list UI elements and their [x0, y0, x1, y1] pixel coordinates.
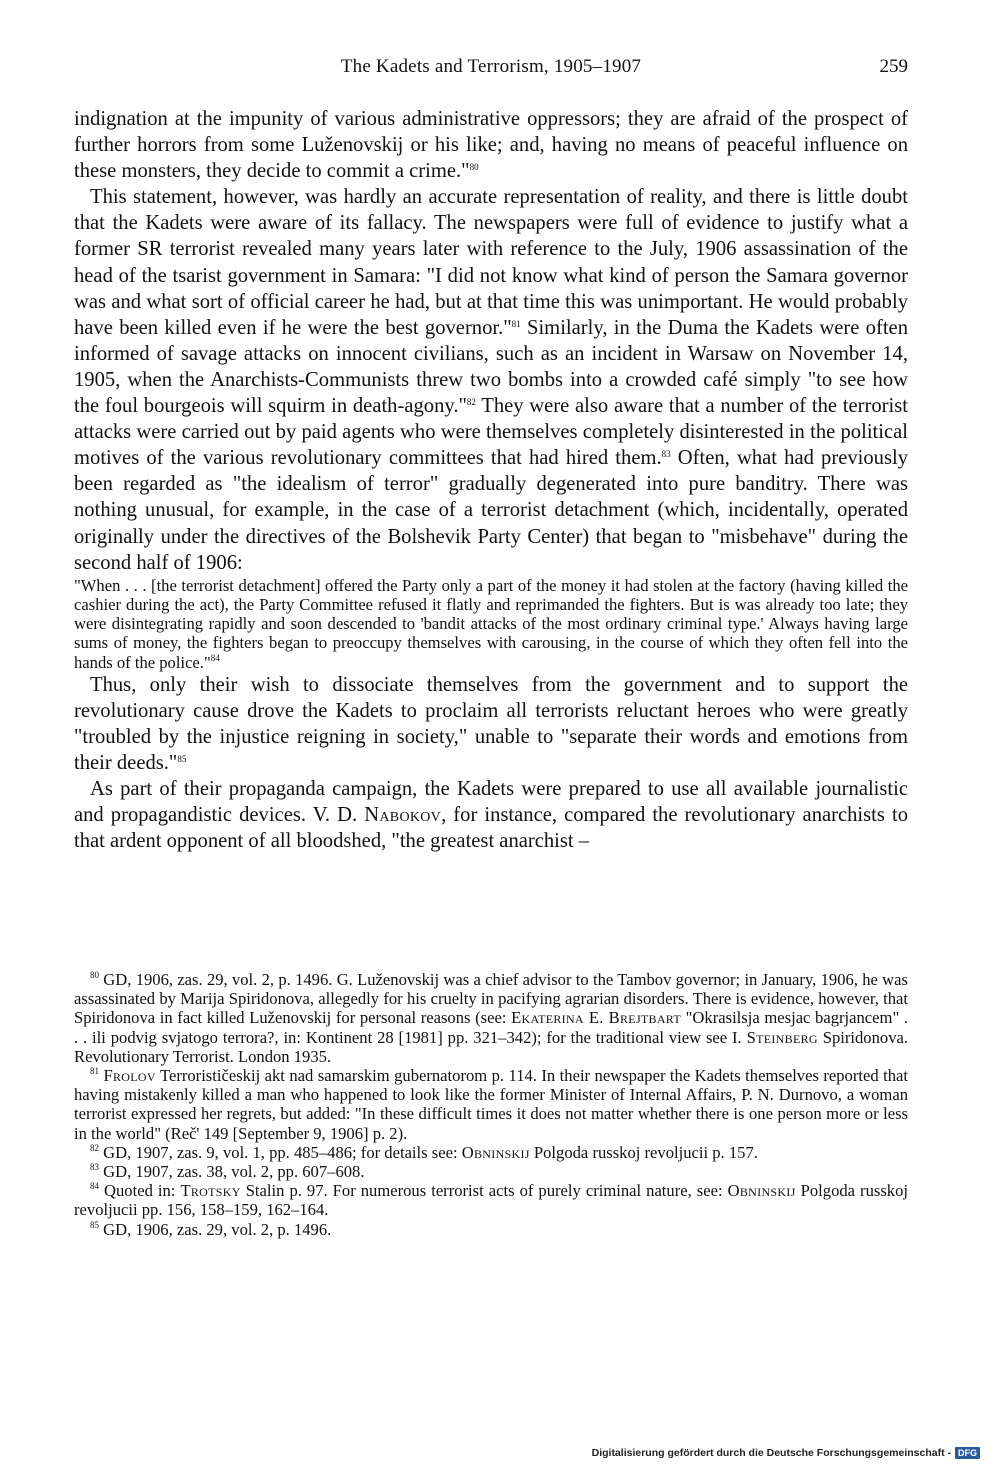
footnote: $^{81}$ Frolov Terrorističeskij akt nad samarskim gubernatorom p. 114. In their newspaper the Kadets themselves reported that having mistakenly killed a man who happened to look like the former Minister of Internal Affairs, P. N. Durnovo, a woman terrorist expressed her regrets, but added: "In these difficult times it does not matter whether there is one person more or less in the world" (Reč' 149 [September 9, 1906] p. 2). [74, 1066, 908, 1143]
main-text [74, 106, 908, 854]
footnote: $^{84}$ Quoted in: Trotsky Stalin p. 97. For numerous terrorist acts of purely criminal nature, see: Obninskij Polgoda russkoj revoljucii pp. 156, 158–159, 162–164. [74, 1181, 908, 1220]
paragraph: As part of their propaganda campaign, the Kadets were prepared to use all available journalistic and propagandistic devices. V. D. Nabokov, for instance, compared the revolutionary anarchists to that ardent opponent of all bloodshed, "the greatest anarchist – [74, 778, 908, 853]
running-head [74, 56, 908, 82]
running-title: The Kadets and Terrorism, 1905–1907 [340, 56, 642, 77]
digitization-credit [592, 1447, 980, 1459]
paragraph: Thus, only their wish to dissociate themselves from the government and to support the revolutionary cause drove the Kadets to proclaim all terrorists reluctant heroes who were greatly "troubled by the injustice reigning in society," unable to "separate their words and emotions from their deeds."$^{85}$ [74, 673, 908, 774]
page-number: 259 [879, 56, 908, 77]
footnote-ref: 80 [469, 162, 479, 173]
block-quote: "When . . . [the terrorist detachment] offered the Party only a part of the money it had stolen at the factory (having killed the cashier during the act), the Party Committee refused it flatly and reprimanded the fighters. But is was already too late; they were disintegrating rapidly and soon descended to 'bandit attacks of the most ordinary criminal type.' Always having large sums of money, the fighters began to preoccupy themselves with carousing, in the course of which they often fell into the hands of the police."$^{84}$ [74, 575, 908, 672]
credit-text: Digitalisierung gefördert durch die Deutsche Forschungsgemeinschaft - [591, 1447, 951, 1459]
footnote: $^{85}$ GD, 1906, zas. 29, vol. 2, p. 1496. [90, 1219, 332, 1239]
footnote-ref: 85 [177, 753, 187, 764]
author-name: Nabokov [364, 804, 442, 827]
paragraph: indignation at the impunity of various administrative oppressors; they are afraid of the prospect of further horrors from some Luženovskij or his like; and, having no means of peaceful influence on these monsters, they decide to commit a crime."$^{80}$ [74, 108, 908, 183]
paragraph: This statement, however, was hardly an accurate representation of reality, and there is little doubt that the Kadets were aware of its fallacy. The newspapers were full of evidence to justify what a former SR terrorist revealed many years later with reference to the July, 1906 assassination of the head of the tsarist government in Samara: "I did not know what kind of person the Samara governor was and what sort of official career he had, but at that time this was unimportant. He would probably have been killed even if he were the best governor."$^{81}$ Similarly, in the Duma the Kadets were often informed of savage attacks on innocent civilians, such as an incident in Warsaw on November 14, 1905, when the Anarchists-Communists threw two bombs into a crowded café simply "to see how the foul bourgeois will squirm in death-agony."$^{82}$ They were also aware that a number of the terrorist attacks were carried out by paid agents who were themselves completely disinterested in the political motives of the various revolutionary committees that had hired them.$^{83}$ Often, what had previously been regarded as "the idealism of terror" gradually degenerated into pure banditry. There was nothing unusual, for example, in the case of a terrorist detachment (which, incidentally, operated originally under the directives of the Bolshevik Party Center) that began to "misbehave" during the second half of 1906: [74, 186, 908, 574]
dfg-logo-icon: DFG [955, 1447, 980, 1459]
footnote: $^{83}$ GD, 1907, zas. 38, vol. 2, pp. 607–608. [90, 1162, 365, 1182]
footnote: $^{82}$ GD, 1907, zas. 9, vol. 1, pp. 485–486; for details see: Obninskij Polgoda russkoj revoljucii p. 157. [90, 1142, 758, 1162]
footnote-ref: 81 [511, 318, 521, 329]
footnote: $^{80}$ GD, 1906, zas. 29, vol. 2, p. 1496. G. Luženovskij was a chief advisor to the Tambov governor; in January, 1906, he was assassinated by Marija Spiridonova, allegedly for his cruelty in pacifying agrarian disorders. There is evidence, however, that Spiridonova in fact killed Luženovskij for personal reasons (see: Ekaterina E. Brejtbart "Okrasilsja mesjac bagrjancem" . . . ili podvig svjatogo terrora?, in: Kontinent 28 [1981] pp. 321–342); for the traditional view see I. Steinberg Spiridonova. Revolutionary Terrorist. London 1935. [74, 970, 909, 1066]
footnotes [74, 970, 908, 1239]
footnote-ref: 84 [210, 652, 220, 663]
footnote-ref: 82 [466, 397, 476, 408]
footnote-ref: 83 [661, 449, 671, 460]
